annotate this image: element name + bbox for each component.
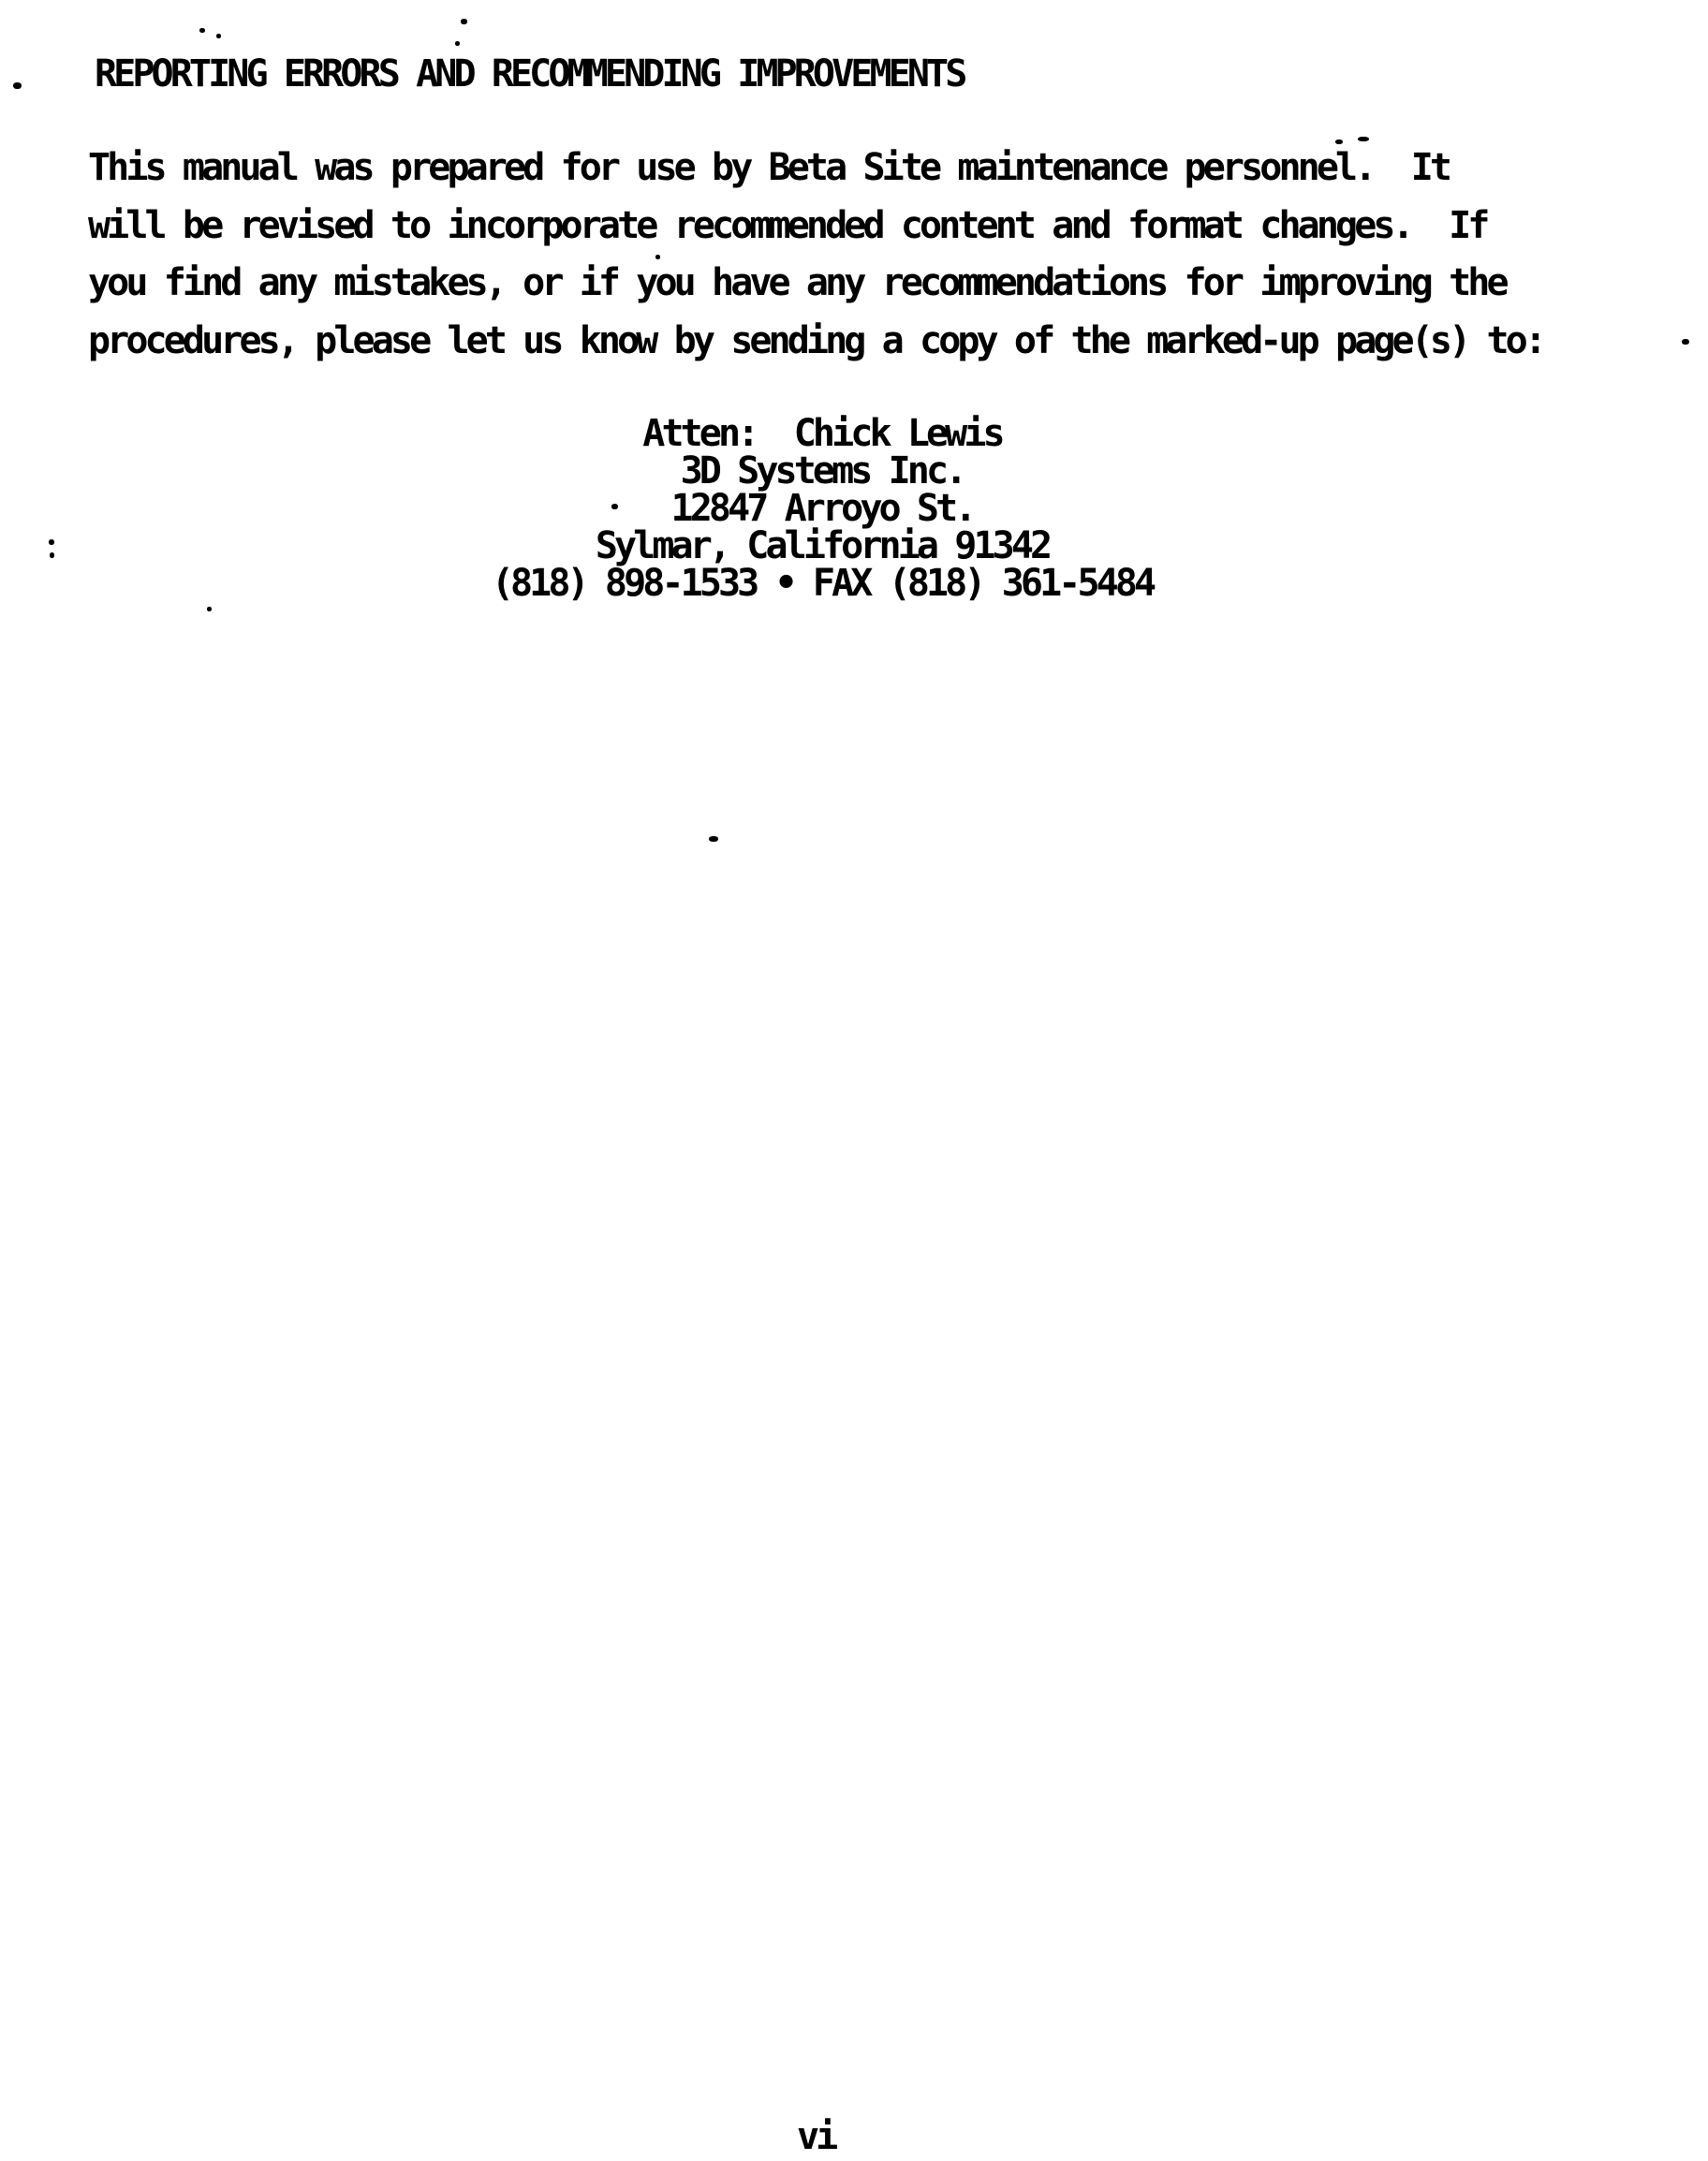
scan-artifact — [461, 19, 467, 24]
scan-artifact — [1682, 339, 1689, 345]
scan-artifact — [13, 82, 22, 89]
address-attention-line: Atten: Chick Lewis — [642, 412, 1002, 455]
scan-artifact — [655, 255, 660, 259]
address-city-line: Sylmar, California 91342 — [595, 524, 1050, 567]
paragraph-line-2: will be revised to incorporate recommended content and format changes. If — [88, 203, 1487, 247]
address-phone-fax-line: (818) 898-1533 • FAX (818) 361-5484 — [491, 562, 1154, 605]
mailing-address-block — [466, 412, 1178, 605]
scan-artifact — [49, 539, 54, 545]
scan-artifact — [207, 607, 212, 611]
address-company-line: 3D Systems Inc. — [680, 449, 964, 492]
paragraph-line-1: This manual was prepared for use by Beta Site maintenance personnel. It — [88, 146, 1450, 189]
scan-artifact — [1335, 140, 1343, 144]
scan-artifact — [50, 552, 54, 558]
scan-artifact — [199, 28, 205, 33]
paragraph-line-4: procedures, please let us know by sending a copy of the marked-up page(s) to: — [88, 318, 1544, 362]
paragraph-line-3: you find any mistakes, or if you have any recommendations for improving the — [88, 261, 1506, 304]
scan-artifact — [216, 34, 221, 38]
scan-artifact — [611, 504, 618, 509]
page-number: vi — [797, 2115, 835, 2158]
body-paragraph — [88, 140, 1543, 370]
scan-artifact — [1358, 137, 1369, 141]
address-street-line: 12847 Arroyo St. — [670, 487, 974, 530]
scan-artifact — [709, 836, 718, 842]
section-heading: REPORTING ERRORS AND RECOMMENDING IMPROVEMENTS — [95, 52, 964, 96]
scan-artifact — [455, 41, 460, 46]
